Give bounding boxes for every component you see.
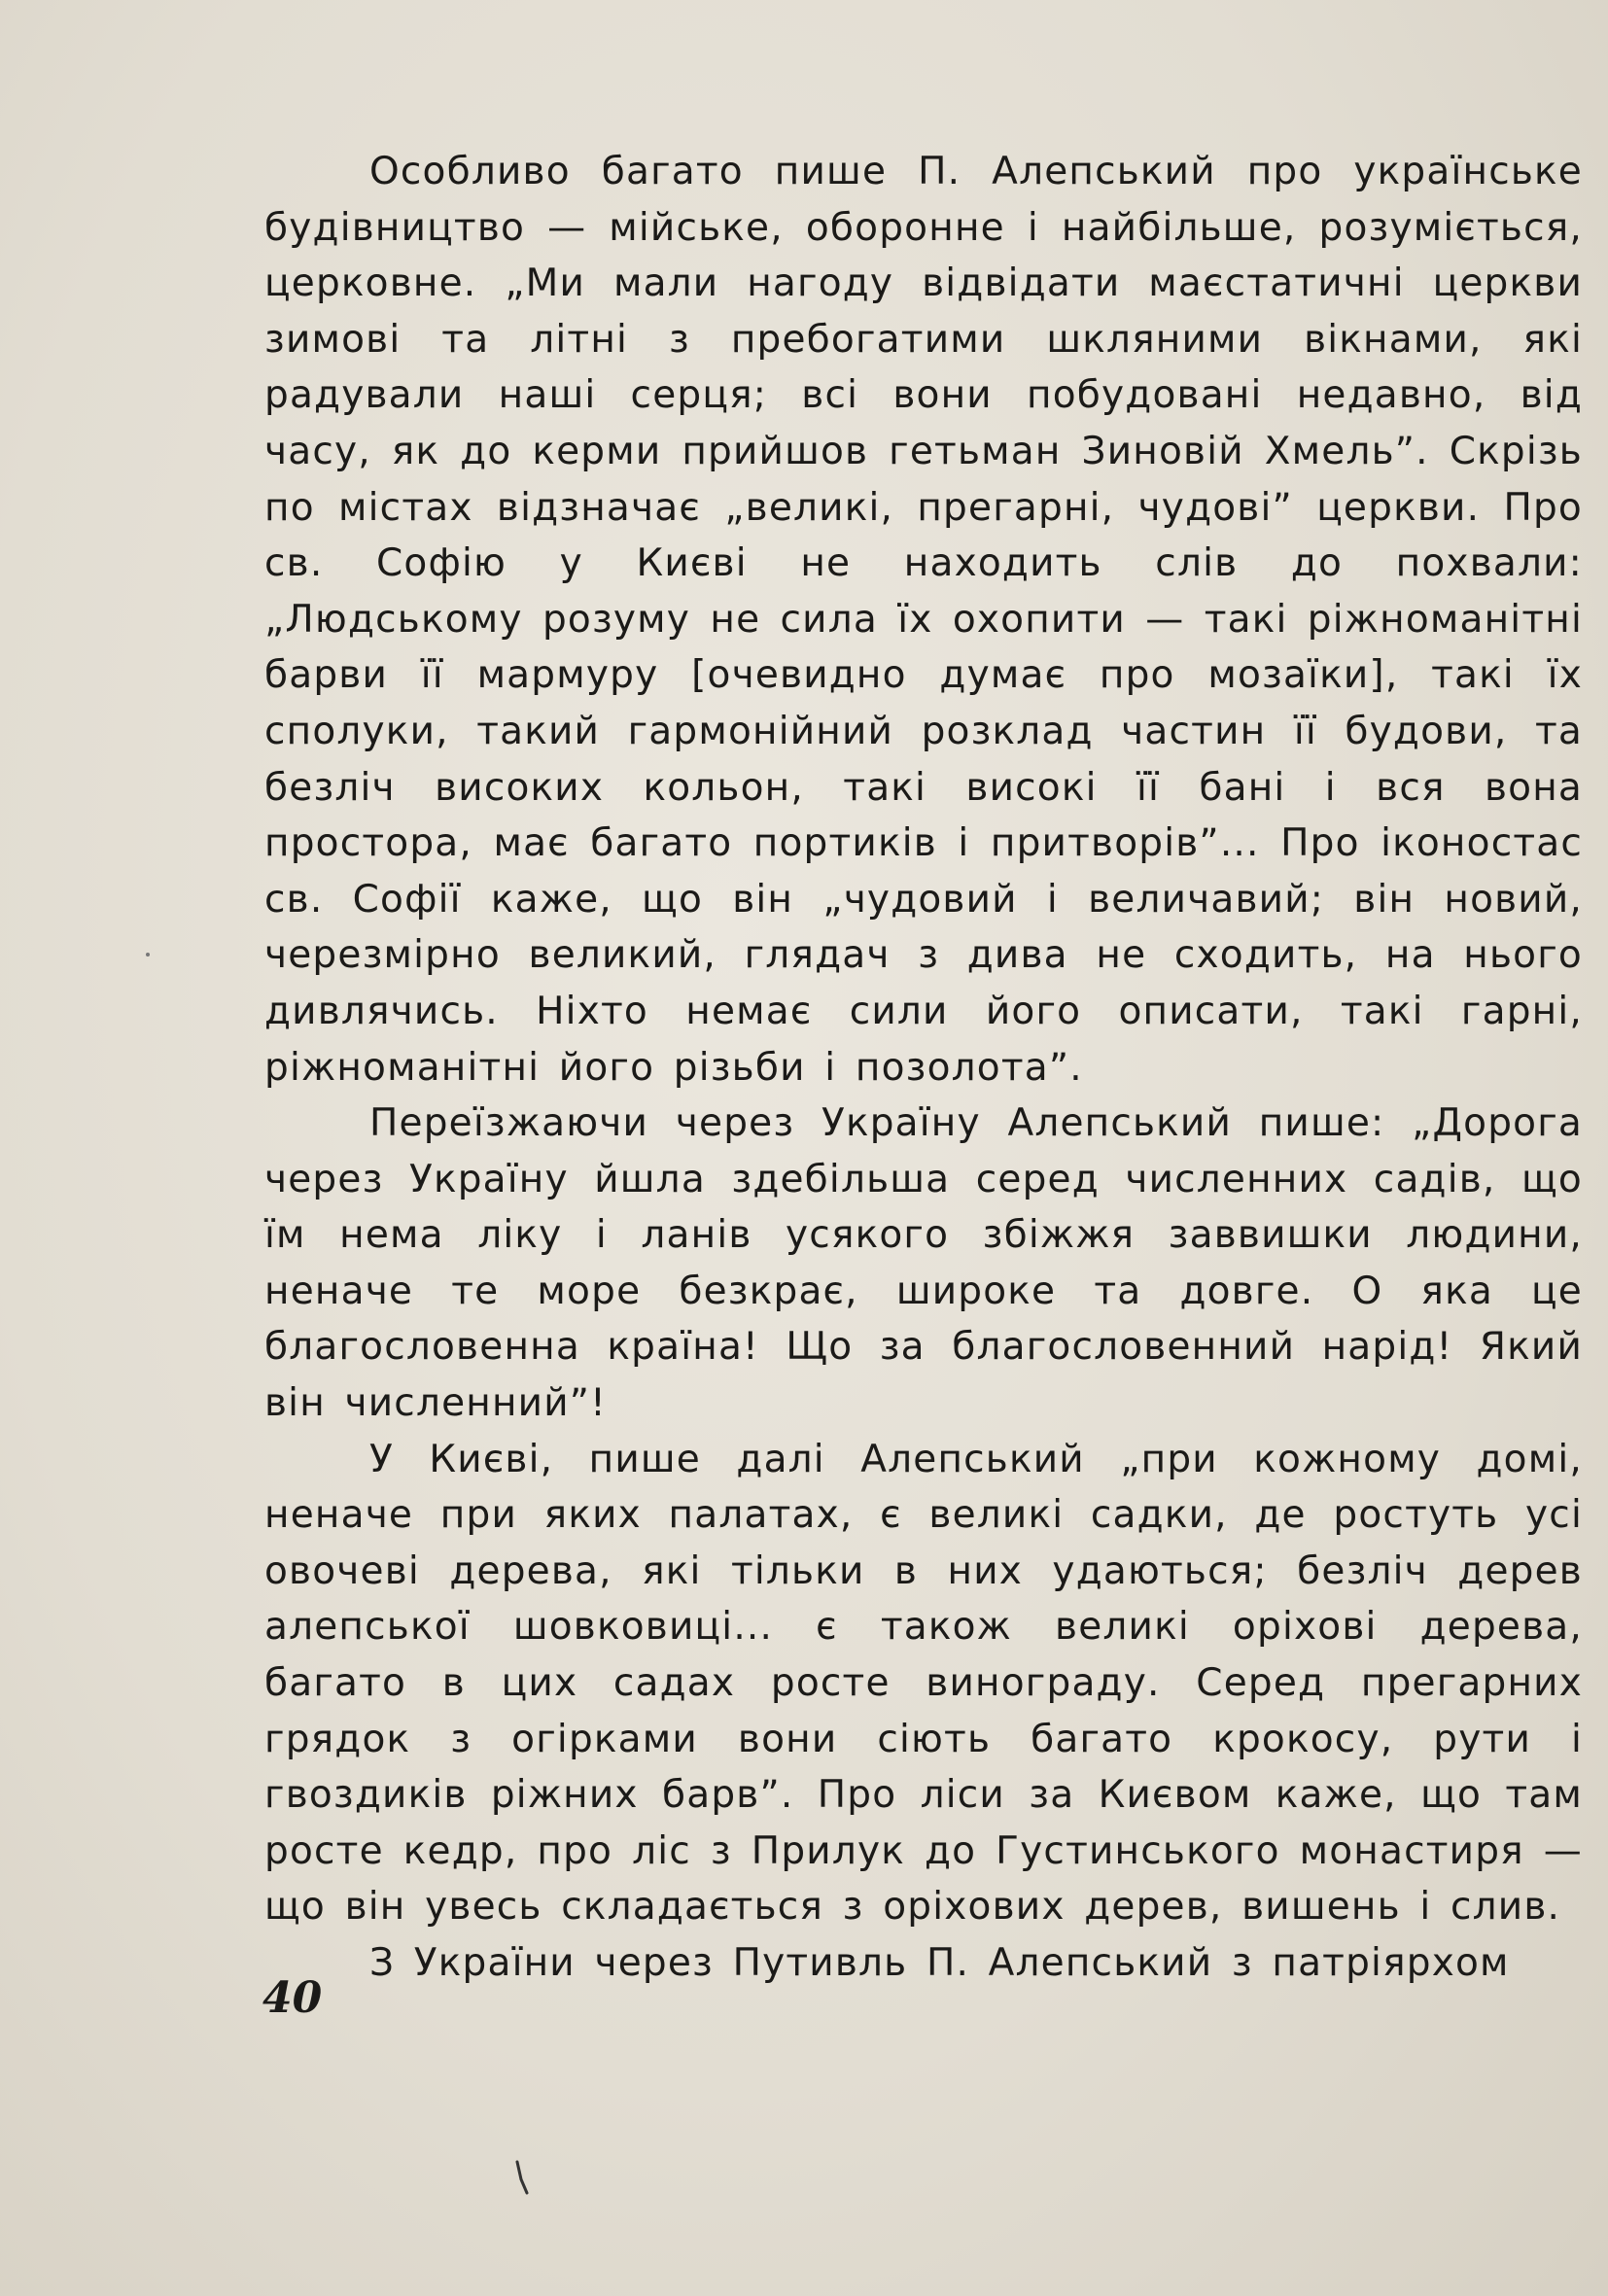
paragraph-4: З України через Путивль П. Алепський з патріярхом <box>369 1941 1510 1985</box>
body-text <box>264 144 1583 1992</box>
paragraph-1: Особливо багато пише П. Алепський про українське будівництво — мійське, оборонне і найбільше, розуміється, церковне. „Ми мали нагоду відвідати маєстатичні церкви зимові та літні з пребогатими шкляними вікнами, які радували наші серця; всі вони побудовані недавно, від часу, як до керми прийшов гетьман Зиновій Хмель”. Скрізь по містах відзначає „великі, прегарні, чудові” церкви. Про св. Софію у Києві не находить слів до похвали: „Людському розуму не сила їх охопити — такі ріжноманітні барви її мармуру [очевидно думає про мозаїки], такі їх сполуки, такий гармонійний розклад частин її будови, та безліч високих кольон, такі високі її бані і вся вона простора, має багато портиків і притворів”... Про іконостас св. Софії каже, що він „чудовий і величавий; він новий, черезмірно великий, глядач з дива не сходить, на нього дивлячись. Ніхто немає сили його описати, такі гарні, ріжноманітні його різьби і позолота”. <box>264 150 1583 1090</box>
margin-speck <box>146 953 150 957</box>
pencil-mark <box>513 2160 542 2199</box>
page-number: 40 <box>262 1973 323 2023</box>
paragraph-2: Переїзжаючи через Україну Алепський пише: „Дорога через Україну йшла здебільша серед численних садів, що їм нема ліку і ланів усякого збіжжя заввишки людини, неначе те море безкрає, широке та довге. О яка це благословенна країна! Що за благословенний нарід! Який він численний”! <box>264 1101 1583 1426</box>
paragraph-3: У Києві, пише далі Алепський „при кожному домі, неначе при яких палатах, є великі садки, де ростуть усі овочеві дерева, які тільки в них удаються; безліч дерев алепської шовковиці... є також великі оріхові дерева, багато в цих садах росте винограду. Серед прегарних грядок з огірками вони сіють багато крокосу, рути і гвоздиків ріжних барв”. Про ліси за Києвом каже, що там росте кедр, про ліс з Прилук до Густинського монастиря — що він увесь складається з оріхових дерев, вишень і слив. <box>264 1437 1583 1930</box>
